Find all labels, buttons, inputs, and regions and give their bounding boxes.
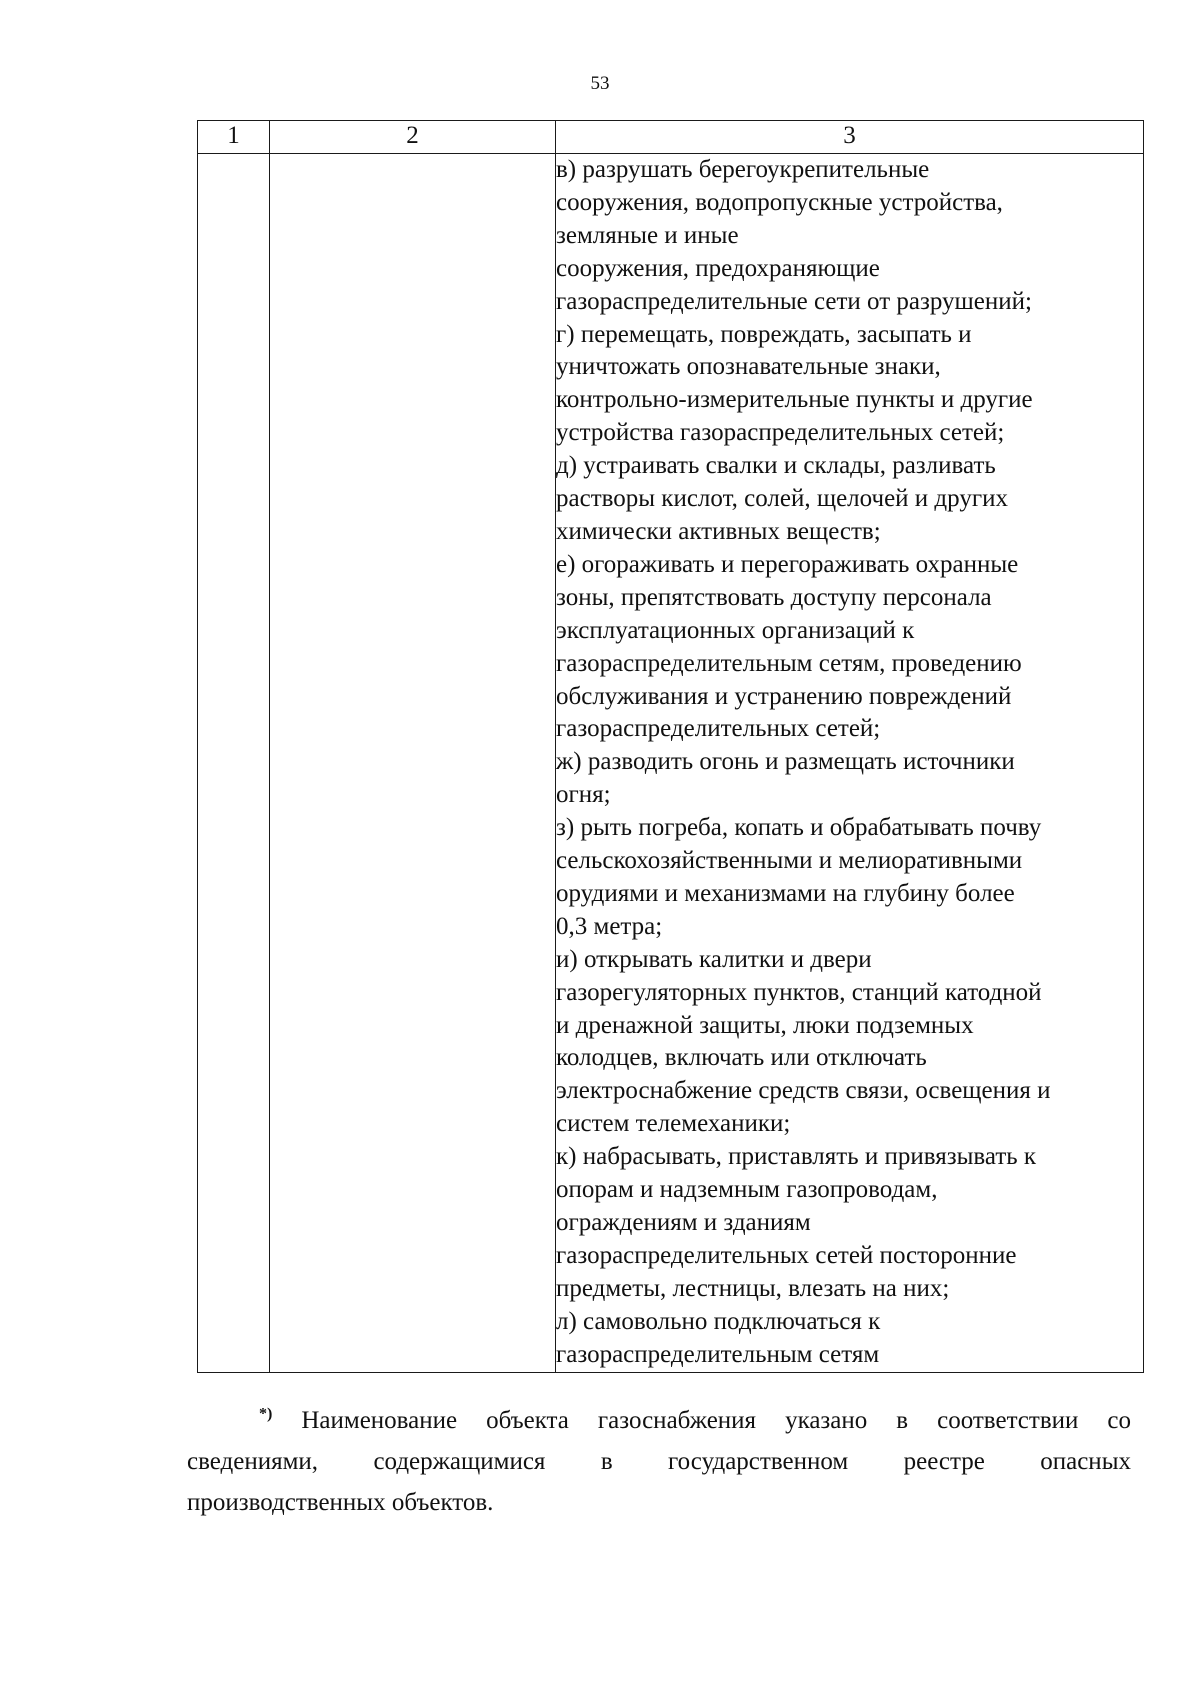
list-item: г) перемещать, повреждать, засыпать и <box>556 320 972 348</box>
list-item: к) набрасывать, приставлять и привязывать к <box>556 1143 1037 1171</box>
list-item: огня; <box>556 781 611 809</box>
list-item: ж) разводить огонь и размещать источники <box>556 748 1015 776</box>
list-item: е) огораживать и перегораживать охранные <box>556 550 1019 578</box>
list-item: л) самовольно подключаться к <box>556 1307 881 1335</box>
column-header-3: 3 <box>556 121 1144 154</box>
list-item: и) открывать калитки и двери <box>556 945 872 973</box>
list-item: зоны, препятствовать доступу персонала <box>556 583 992 611</box>
list-item: колодцев, включать или отключать <box>556 1044 927 1072</box>
list-item: в) разрушать берегоукрепительные <box>556 156 930 183</box>
list-item: эксплуатационных организаций к <box>556 616 915 644</box>
list-item: газораспределительных сетей посторонние <box>556 1241 1017 1269</box>
list-item: з) рыть погреба, копать и обрабатывать почву <box>556 814 1042 842</box>
list-item: газорегуляторных пунктов, станций катодной <box>556 978 1042 1006</box>
list-item: газораспределительным сетям, проведению <box>556 649 1022 677</box>
list-item: газораспределительных сетей; <box>556 715 881 743</box>
list-item: химически активных веществ; <box>556 517 881 545</box>
table-cell-col1 <box>198 154 270 1373</box>
footnote-text-1: Наименование объекта газоснабжения указано в соответствии со <box>301 1407 1131 1434</box>
list-item: ограждениям и зданиям <box>556 1209 811 1236</box>
list-item: земляные и иные <box>556 221 739 249</box>
list-item: д) устраивать свалки и склады, разливать <box>556 452 996 480</box>
list-item: контрольно-измерительные пункты и другие <box>556 386 1033 414</box>
table-row <box>198 154 1144 1373</box>
table-cell-col2 <box>270 154 556 1373</box>
table-header-row <box>198 121 1144 154</box>
list-item: опорам и надземным газопроводам, <box>556 1176 938 1204</box>
list-item: сооружения, водопропускные устройства, <box>556 188 1003 216</box>
list-item: газораспределительные сети от разрушений; <box>556 287 1032 315</box>
column-header-1: 1 <box>198 121 270 154</box>
list-item: сооружения, предохраняющие <box>556 254 880 282</box>
list-item: и дренажной защиты, люки подземных <box>556 1011 974 1039</box>
footnote-line-1 <box>187 1400 1131 1441</box>
list-item: систем телемеханики; <box>556 1110 791 1138</box>
prohibitions-list <box>556 154 1143 1372</box>
footnote-marker: *) <box>259 1405 273 1423</box>
footnote <box>187 1400 1131 1523</box>
table-cell-col3 <box>556 154 1144 1373</box>
list-item: электроснабжение средств связи, освещения и <box>556 1077 1051 1105</box>
page-number: 53 <box>590 73 610 94</box>
list-item: орудиями и механизмами на глубину более <box>556 879 1015 907</box>
footnote-line-3: производственных объектов. <box>187 1489 494 1516</box>
document-table <box>197 120 1144 1373</box>
list-item: предметы, лестницы, влезать на них; <box>556 1274 950 1302</box>
list-item: растворы кислот, солей, щелочей и других <box>556 485 1008 513</box>
list-item: сельскохозяйственными и мелиоративными <box>556 847 1023 875</box>
list-item: уничтожать опознавательные знаки, <box>556 353 941 381</box>
list-item: газораспределительным сетям <box>556 1340 880 1368</box>
footnote-line-2: сведениями, содержащимися в государственном реестре опасных <box>187 1448 1131 1475</box>
list-item: устройства газораспределительных сетей; <box>556 419 1005 447</box>
list-item: обслуживания и устранению повреждений <box>556 682 1012 710</box>
list-item: 0,3 метра; <box>556 912 663 940</box>
column-header-2: 2 <box>270 121 556 154</box>
